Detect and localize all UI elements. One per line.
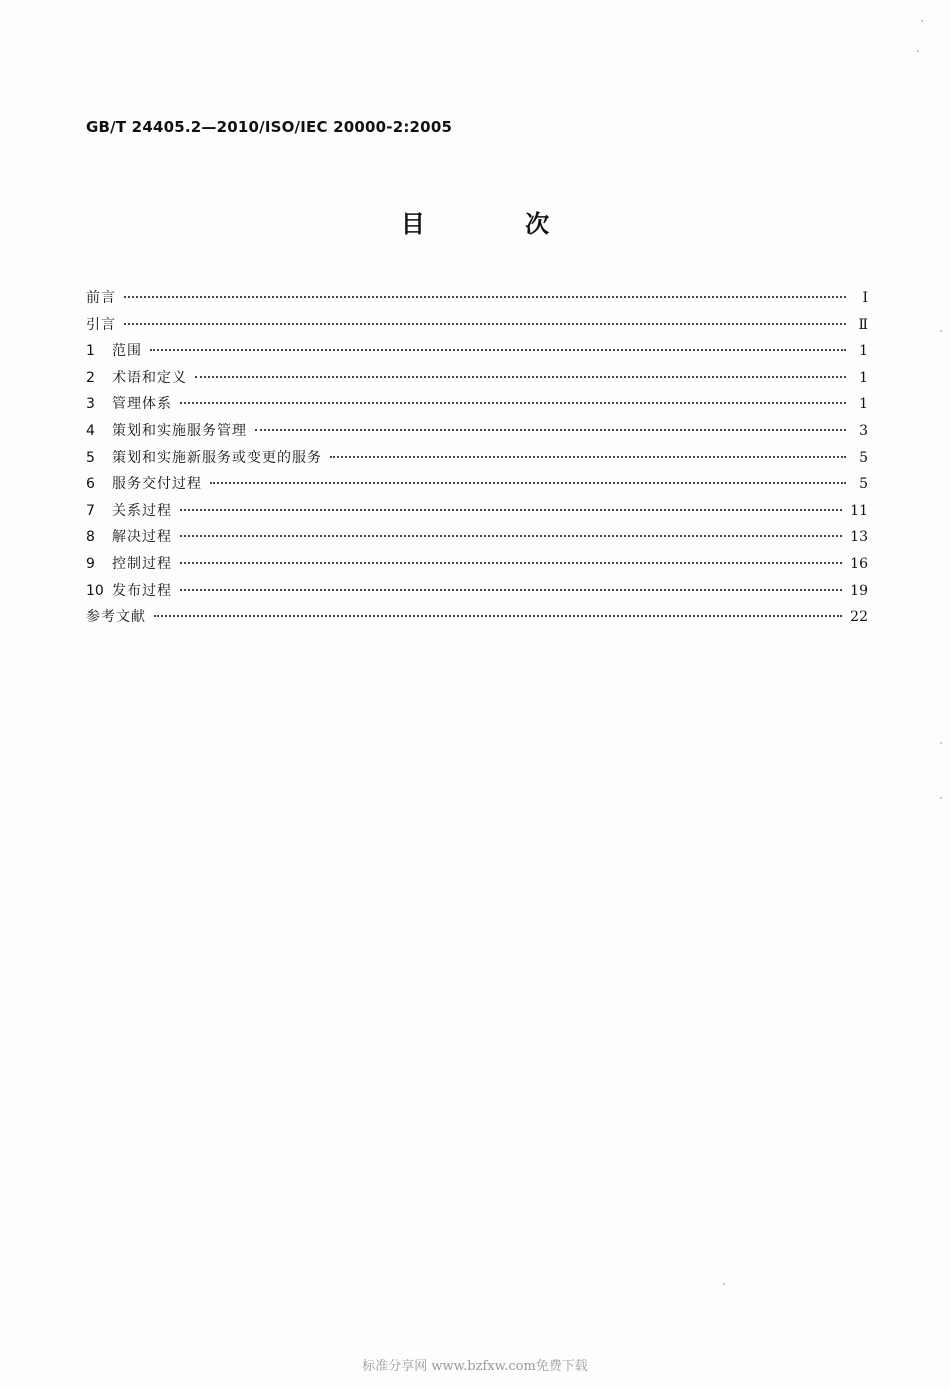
toc-entry-title: 解决过程 [112,529,172,546]
toc-entry-page: 5 [859,449,868,466]
toc-dot-leader [330,456,846,458]
toc-dot-leader [210,482,846,484]
toc-dot-leader [195,376,846,378]
toc-dot-leader [180,535,842,537]
toc-entry-page: 3 [859,422,868,439]
toc-entry-page: 1 [859,369,868,386]
toc-entry-page: 1 [859,343,868,360]
toc-entry[interactable] [86,473,868,500]
toc-entry[interactable] [86,447,868,474]
toc-entry-number: 8 [86,529,95,546]
toc-entry-page: 13 [850,529,868,546]
toc-dot-leader [180,589,842,591]
toc-entry[interactable] [86,526,868,553]
toc-dot-leader [180,562,842,564]
toc-entry-number: 2 [86,369,95,386]
toc-entry[interactable] [86,314,868,341]
toc-entry-number: 7 [86,502,95,519]
scan-speck [940,742,942,744]
toc-entry-title: 范围 [112,343,142,360]
scan-speck [940,797,942,799]
toc-entry-page: 19 [850,582,868,599]
toc-dot-leader [180,402,846,404]
toc-entry[interactable] [86,340,868,367]
toc-entry[interactable] [86,553,868,580]
toc-entry-title: 策划和实施新服务或变更的服务 [112,449,322,466]
table-of-contents [86,287,868,633]
scan-speck [940,330,942,332]
toc-entry-number: 10 [86,582,104,599]
toc-entry-title: 管理体系 [112,396,172,413]
toc-dot-leader [124,296,846,298]
toc-entry-page: 16 [850,555,868,572]
footer-watermark: 标准分享网 www.bzfxw.com免费下载 [362,1359,588,1374]
standard-number: GB/T 24405.2—2010/ISO/IEC 20000-2:2005 [86,118,453,136]
toc-entry[interactable] [86,287,868,314]
scan-speck [921,20,923,22]
toc-entry-number: 5 [86,449,95,466]
toc-dot-leader [154,615,842,617]
toc-entry[interactable] [86,367,868,394]
toc-entry-title: 引言 [86,316,116,333]
toc-entry-title: 控制过程 [112,555,172,572]
scan-speck [917,50,919,52]
toc-dot-leader [124,323,846,325]
toc-entry-page: 22 [850,609,868,626]
toc-entry[interactable] [86,580,868,607]
scan-speck [723,1283,725,1285]
toc-dot-leader [180,509,842,511]
toc-title: 目 次 [400,210,596,238]
toc-entry-title: 服务交付过程 [112,476,202,493]
toc-entry-page: 1 [859,396,868,413]
toc-entry-title: 策划和实施服务管理 [112,422,247,439]
toc-entry-page: Ⅱ [858,316,868,333]
toc-entry-number: 3 [86,396,95,413]
toc-entry[interactable] [86,420,868,447]
toc-entry-page: Ⅰ [862,290,868,306]
toc-entry[interactable] [86,606,868,633]
toc-dot-leader [255,429,846,431]
toc-entry-number: 9 [86,555,95,572]
toc-entry[interactable] [86,500,868,527]
toc-entry-title: 前言 [86,290,116,306]
toc-entry-title: 参考文献 [86,609,146,626]
toc-entry-number: 4 [86,422,95,439]
toc-dot-leader [150,349,846,351]
toc-entry[interactable] [86,393,868,420]
toc-entry-number: 6 [86,476,95,493]
toc-entry-title: 术语和定义 [112,369,187,386]
toc-entry-page: 11 [850,502,868,519]
toc-entry-title: 发布过程 [112,582,172,599]
toc-entry-number: 1 [86,343,95,360]
toc-entry-page: 5 [859,476,868,493]
toc-entry-title: 关系过程 [112,502,172,519]
